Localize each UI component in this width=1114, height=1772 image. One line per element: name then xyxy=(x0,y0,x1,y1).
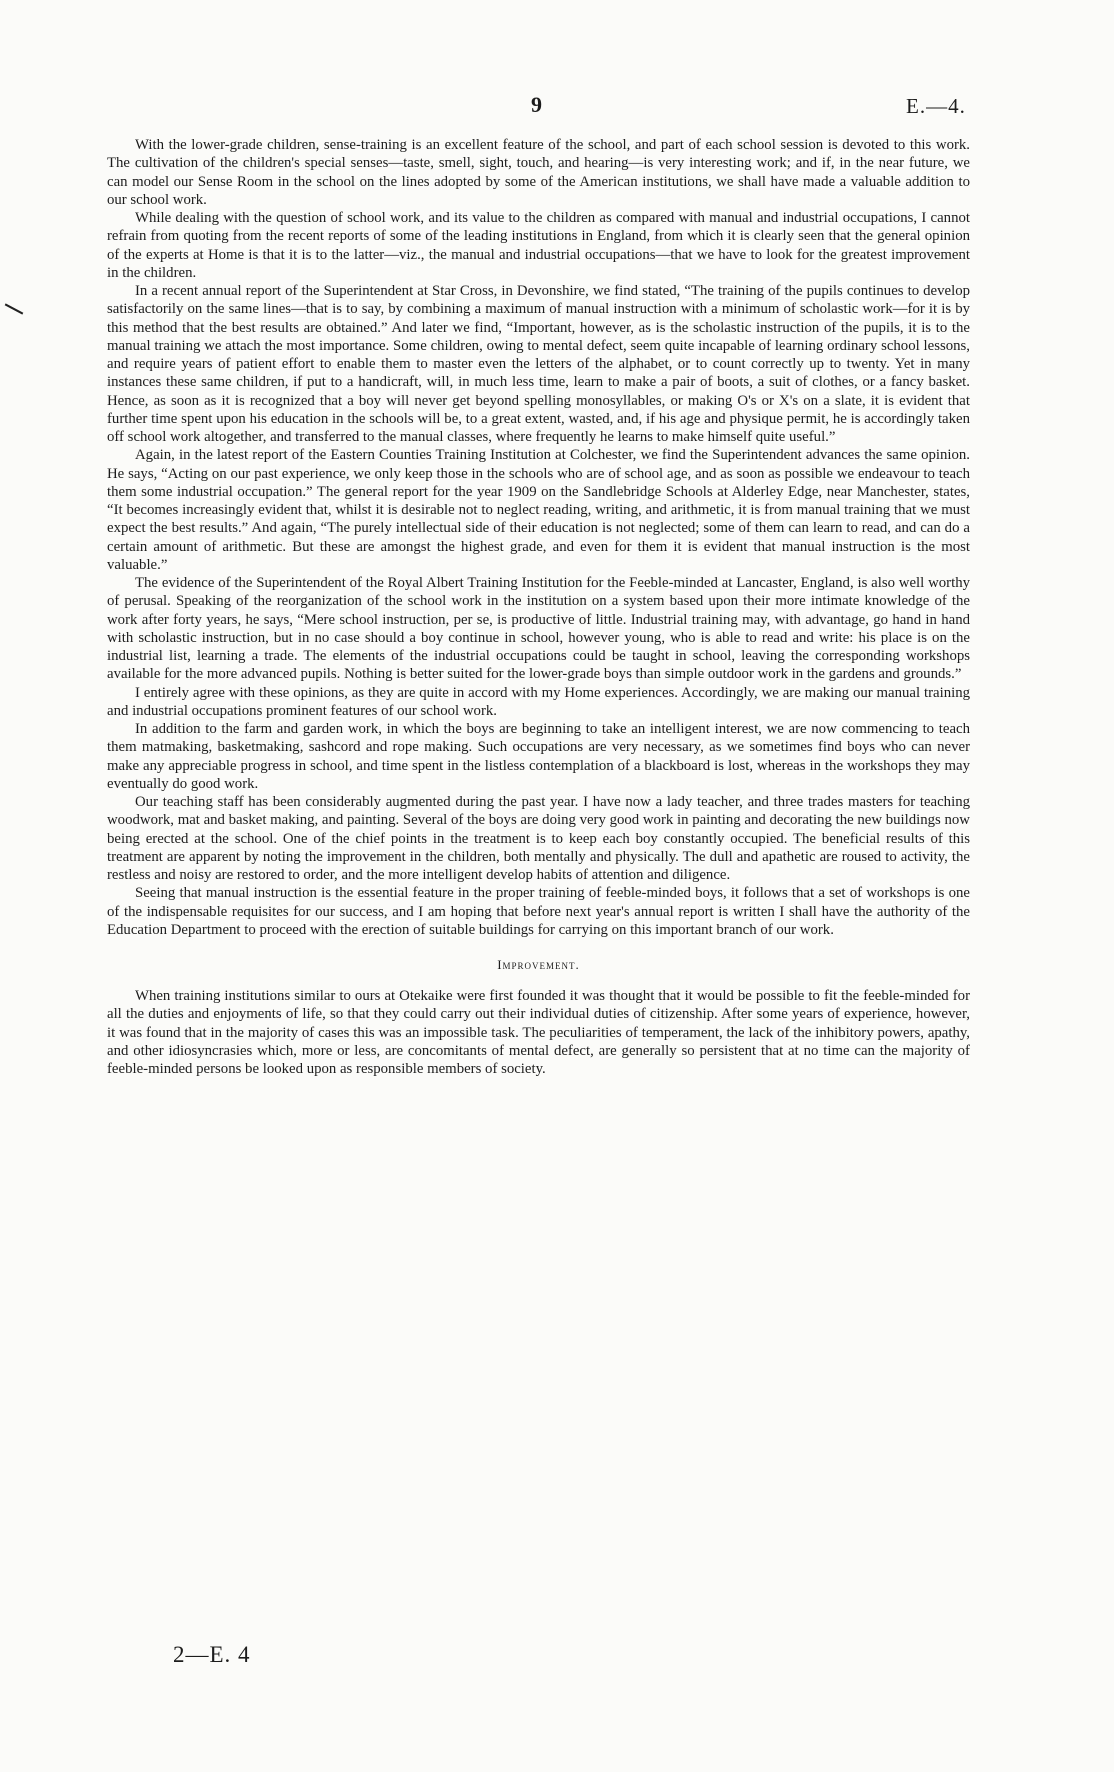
paragraph-sense-training: With the lower-grade children, sense-training is an excellent feature of the school, and part of each school session is devoted to this work. The cultivation of the children's special senses—taste, smell, sight, touch, and hearing—is very interesting work; and if, in the near future, we can model our Sense Room in the school on the lines adopted by some of the American institutions, we shall have made a valuable addition to our school work. xyxy=(107,137,970,208)
paragraph-improvement: When training institutions similar to ours at Otekaike were first founded it was thought that it would be possible to fit the feeble-minded for all the duties and enjoyments of life, so that they could carry out their individual duties of citizenship. After some years of experience, however, it was found that in the majority of cases this was an impossible task. The peculiarities of temperament, the lack of the inhibitory powers, apathy, and other idiosyncrasies which, more or less, are concomitants of mental defect, are generally so persistent that at no time can the majority of feeble-minded persons be looked upon as responsible members of society. xyxy=(107,988,970,1077)
paragraph-agreement: I entirely agree with these opinions, as they are quite in accord with my Home experiences. Accordingly, we are making our manual training and industrial occupations prominent features of our school work. xyxy=(107,684,970,719)
document-reference: E.—4. xyxy=(906,94,966,118)
section-heading: Improvement. xyxy=(497,957,580,972)
paragraph-colchester: Again, in the latest report of the Eastern Counties Training Institution at Colchester, we find the Superintendent advances the same opinion. He says, “Acting on our past experience, we only keep those in the schools who are of school age, and as soon as possible we endeavour to teach them some industrial occupation.” The general report for the year 1909 on the Sandlebridge Schools at Alderley Edge, near Manchester, states, “It becomes increasingly evident that, whilst it is desirable not to neglect reading, writing, and arithmetic, it is from manual training that we must expect the best results.” And again, “The purely intellectual side of their education is not neglected; some of them can learn to read, and can do a certain amount of arithmetic. But these are amongst the highest grade, and even for them it is evident that manual instruction is the most valuable.” xyxy=(107,447,970,573)
paragraph-workshops: Seeing that manual instruction is the essential feature in the proper training of feeble-minded boys, it follows that a set of workshops is one of the indispensable requisites for our success, and I am hoping that before next year's annual report is written I shall have the authority of the Education Department to proceed with the erection of suitable buildings for carrying on this important branch of our work. xyxy=(107,885,970,938)
margin-mark xyxy=(5,303,24,314)
page-number: 9 xyxy=(531,92,542,117)
page-signature: 2—E. 4 xyxy=(173,1642,251,1667)
paragraph-royal-albert: The evidence of the Superintendent of the Royal Albert Training Institution for the Feeble-minded at Lancaster, England, is also well worthy of perusal. Speaking of the reorganization of the school work in the institution on a system based upon their more intimate knowledge of the work after forty years, he says, “Mere school instruction, per se, is productive of little. Industrial training may, with advantage, go hand in hand with scholastic instruction, but in no case should a boy continue in school, however young, who is able to read and write: his place is on the industrial list, learning a trade. The elements of the industrial occupations could be taught in school, leaving the corresponding workshops available for the more advanced pupils. Nothing is better suited for the lower-grade boys than simple outdoor work in the gardens and grounds.” xyxy=(107,575,970,683)
body-text xyxy=(107,136,970,1078)
paragraph-star-cross: In a recent annual report of the Superintendent at Star Cross, in Devonshire, we find stated, “The training of the pupils continues to develop satisfactorily on the same lines—that is to say, by combining a maximum of manual instruction with a minimum of scholastic work—for it is by this method that the best results are obtained.” And later we find, “Important, however, as is the scholastic instruction of the pupils, it is to the manual training we attach the most importance. Some children, owing to mental defect, seem quite incapable of learning ordinary school lessons, and require years of patient effort to enable them to master even the letters of the alphabet, or to count correctly up to twenty. Yet in many instances these same children, if put to a handicraft, will, in much less time, learn to make a pair of boots, a suit of clothes, or a fancy basket. Hence, as soon as it is recognized that a boy will never get beyond spelling monosyllables, or making O's or X's on a slate, it is evident that further time spent upon his education in the schools will be, to a great extent, wasted, and, if his age and physique permit, he is accordingly taken off school work altogether, and transferred to the manual classes, where frequently he learns to make himself quite useful.” xyxy=(107,283,970,445)
paragraph-school-work: While dealing with the question of school work, and its value to the children as compared with manual and industrial occupations, I cannot refrain from quoting from the recent reports of some of the leading institutions in England, from which it is clearly seen that the general opinion of the experts at Home is that it is to the latter—viz., the manual and industrial occupations—that we have to look for the greatest improvement in the children. xyxy=(107,210,970,281)
paragraph-teaching-staff: Our teaching staff has been considerably augmented during the past year. I have now a lady teacher, and three trades masters for teaching woodwork, mat and basket making, and painting. Several of the boys are doing very good work in painting and decorating the new buildings now being erected at the school. One of the chief points in the treatment is to keep each boy constantly occupied. The beneficial results of this treatment are apparent by noting the improvement in the children, both mentally and physically. The dull and apathetic are roused to activity, the restless and noisy are restored to order, and the more intelligent develop habits of attention and diligence. xyxy=(107,794,970,883)
paragraph-farm-garden: In addition to the farm and garden work, in which the boys are beginning to take an intelligent interest, we are now commencing to teach them matmaking, basketmaking, sashcord and rope making. Such occupations are very necessary, as we sometimes find boys who can never make any appreciable progress in school, and time spent in the listless contemplation of a blackboard is lost, whereas in the workshops they may eventually do good work. xyxy=(107,721,970,792)
